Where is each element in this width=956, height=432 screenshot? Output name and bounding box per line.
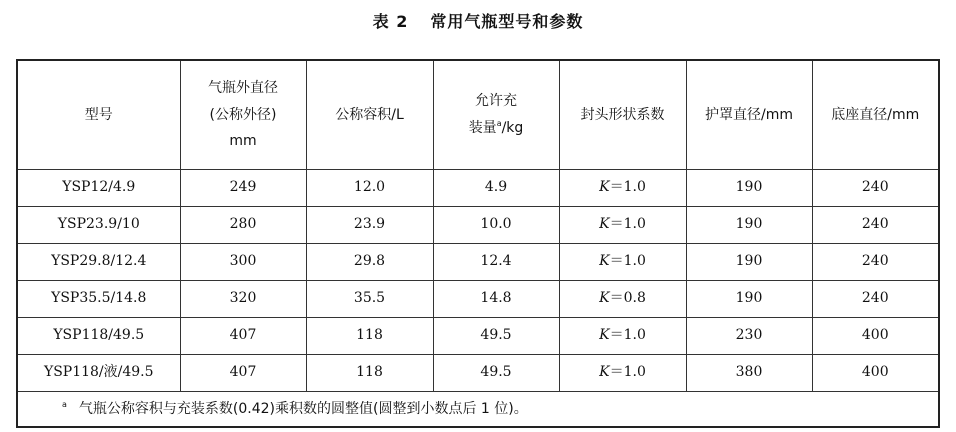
cell-guard: 190 [686,244,812,281]
header-allowed-fill: 允许充 装量$^a$/kg [433,60,559,170]
cell-model: YSP118/49.5 [17,318,180,355]
cell-volume: 35.5 [306,281,433,318]
table-row [17,170,939,207]
cell-fill: 10.0 [433,207,559,244]
cell-model: YSP12/4.9 [17,170,180,207]
cell-fill: 4.9 [433,170,559,207]
cell-fill: 12.4 [433,244,559,281]
table-row [17,318,939,355]
cell-base: 240 [812,281,939,318]
cell-k-factor: K＝1.0 [559,244,686,281]
cell-guard: 380 [686,355,812,392]
table-row [17,355,939,392]
cylinder-parameters-table [16,59,940,428]
cell-base: 240 [812,244,939,281]
header-head-shape-factor: 封头形状系数 [559,60,686,170]
cell-outer-diameter: 407 [180,318,306,355]
cell-outer-diameter: 407 [180,355,306,392]
cell-guard: 190 [686,170,812,207]
cell-volume: 23.9 [306,207,433,244]
table-row [17,207,939,244]
cell-fill: 49.5 [433,318,559,355]
cell-base: 400 [812,355,939,392]
cell-volume: 12.0 [306,170,433,207]
cell-outer-diameter: 320 [180,281,306,318]
table-row [17,281,939,318]
cell-fill: 14.8 [433,281,559,318]
cell-volume: 118 [306,318,433,355]
cell-guard: 190 [686,207,812,244]
cell-k-factor: K＝1.0 [559,207,686,244]
cell-outer-diameter: 300 [180,244,306,281]
header-base-diameter: 底座直径/mm [812,60,939,170]
cell-model: YSP29.8/12.4 [17,244,180,281]
cell-model: YSP23.9/10 [17,207,180,244]
header-outer-diameter: 气瓶外直径 (公称外径) mm [180,60,306,170]
cell-base: 240 [812,207,939,244]
cell-k-factor: K＝0.8 [559,281,686,318]
cell-k-factor: K＝1.0 [559,170,686,207]
cell-volume: 29.8 [306,244,433,281]
cell-base: 240 [812,170,939,207]
cell-fill: 49.5 [433,355,559,392]
header-guard-diameter: 护罩直径/mm [686,60,812,170]
cell-k-factor: K＝1.0 [559,355,686,392]
table-row [17,244,939,281]
header-row [17,60,939,170]
footnote-mark: a [62,399,67,409]
cell-guard: 190 [686,281,812,318]
footnote-row [17,392,939,428]
header-nominal-volume: 公称容积/L [306,60,433,170]
table-caption: 常用气瓶型号和参数 [430,12,584,31]
cell-volume: 118 [306,355,433,392]
cell-model: YSP35.5/14.8 [17,281,180,318]
header-model: 型号 [17,60,180,170]
cell-outer-diameter: 249 [180,170,306,207]
cell-outer-diameter: 280 [180,207,306,244]
table-number: 表 2 [372,12,409,31]
cell-base: 400 [812,318,939,355]
cell-k-factor: K＝1.0 [559,318,686,355]
footnote [17,392,939,428]
footnote-mark: a [496,119,502,128]
cell-model: YSP118/液/49.5 [17,355,180,392]
cell-guard: 230 [686,318,812,355]
footnote-text: 气瓶公称容积与充装系数(0.42)乘积数的圆整值(圆整到小数点后 1 位)。 [78,400,528,417]
table-title [0,9,956,32]
